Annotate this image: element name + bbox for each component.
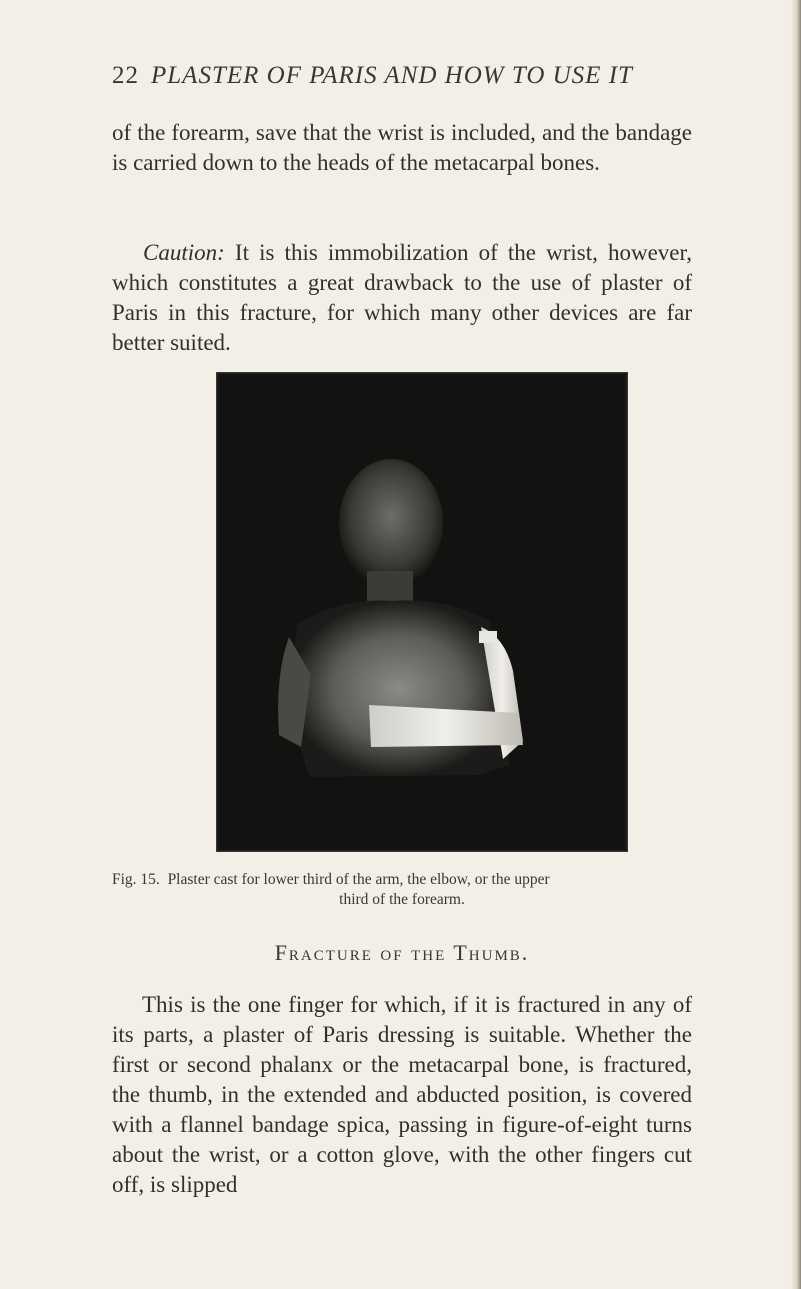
paragraph-3: This is the one finger for which, if it is fractured in any of its parts, a plaster of Paris dressing is suitable. Whether the first or second phalanx or the metacarpal bone, is fractured, the thumb, in the extended and abducted position, is covered with a flannel bandage spica, passing in figure-of-eight turns about the wrist, or a cotton glove, with the other fingers cut off, is slipped	[112, 992, 692, 1197]
caution-text: It is this immobilization of the wrist, however, which constitutes a great drawback to the use of plaster of Paris in this fracture, for which many other devices are far better suited.	[112, 240, 692, 355]
photo-plaster-cast-patient	[219, 375, 625, 849]
figure-caption	[112, 870, 692, 910]
caption-text-1: Plaster cast for lower third of the arm, the elbow, or the upper	[167, 871, 550, 888]
page-edge-shadow	[791, 0, 801, 1289]
paragraph-1: of the forearm, save that the wrist is included, and the bandage is carried down to the heads of the metacarpal bones.	[112, 120, 692, 175]
figure-photograph	[217, 373, 627, 851]
section-heading: Fracture of the Thumb.	[274, 940, 530, 965]
running-head	[112, 62, 712, 90]
caption-line-2: third of the forearm.	[339, 891, 465, 908]
paragraph-2	[112, 238, 692, 358]
running-head-title: PLASTER OF PARIS AND HOW TO USE IT	[151, 62, 633, 89]
caption-line-1	[112, 870, 692, 890]
caption-label: Fig. 15.	[112, 871, 160, 888]
caution-label: Caution:	[143, 240, 225, 265]
page-number: 22	[112, 62, 139, 89]
